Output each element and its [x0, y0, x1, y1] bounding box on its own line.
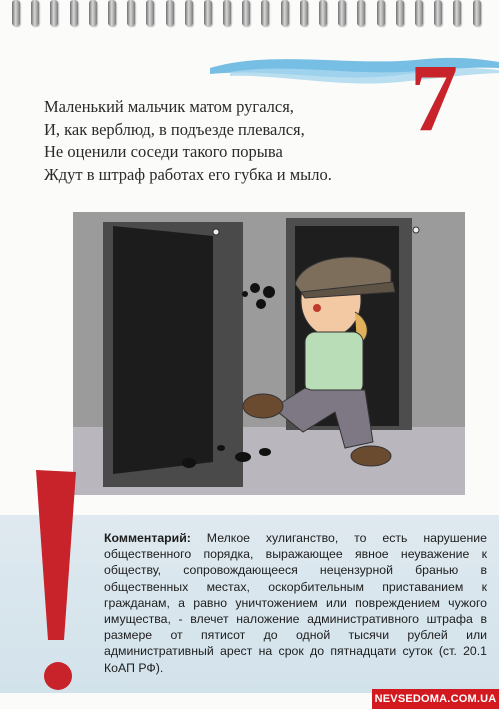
door-peephole: [413, 227, 419, 233]
poem-line: И, как верблюд, в подъезде плевался,: [44, 119, 305, 139]
binding-ring: [204, 0, 212, 26]
comment-text: Мелкое хулиганство, то есть нарушение общественного порядка, выражающее явное неуважение к обществу, сопровождающееся нецензурной бранью в общественных местах, оскорбительным приставанием к гражданам, а равно уничтожением или повреждением чужого имущества, - влечет наложение административного штрафа в размере от пятисот до одной тысячи рублей или административный арест на срок до пятнадцати суток (ст. 20.1 КоАП РФ).: [104, 531, 487, 675]
poem: [44, 96, 424, 186]
page-number: 7: [410, 44, 458, 138]
poem-line: Ждут в штраф работах его губка и мыло.: [44, 164, 332, 184]
binding-ring: [31, 0, 39, 26]
poem-line: Не оценили соседи такого порыва: [44, 142, 283, 162]
binding-ring: [127, 0, 135, 26]
binding-ring: [357, 0, 365, 26]
binding-ring: [185, 0, 193, 26]
binding-ring: [12, 0, 20, 26]
binding-ring: [261, 0, 269, 26]
binding-ring: [108, 0, 116, 26]
binding-ring: [146, 0, 154, 26]
binding-ring: [473, 0, 481, 26]
left-door: [113, 226, 213, 474]
binding-ring: [300, 0, 308, 26]
binding-ring: [319, 0, 327, 26]
binding-ring: [396, 0, 404, 26]
site-watermark: NEVSEDOMA.COM.UA: [372, 689, 499, 709]
spit-blob: [263, 286, 275, 298]
binding-ring: [242, 0, 250, 26]
binding-ring: [338, 0, 346, 26]
floor-spit: [259, 448, 271, 456]
comment-label: Комментарий:: [104, 531, 191, 545]
binding-ring: [434, 0, 442, 26]
binding-ring: [223, 0, 231, 26]
floor-spit: [182, 458, 196, 468]
binding-ring: [281, 0, 289, 26]
binding-ring: [415, 0, 423, 26]
binding-ring: [377, 0, 385, 26]
floor-spit: [235, 452, 251, 462]
spit-blob: [250, 283, 260, 293]
floor-spit: [217, 445, 225, 451]
binding-ring: [453, 0, 461, 26]
spit-blob: [242, 291, 248, 297]
exclamation-mark: [18, 470, 88, 700]
legal-comment: [104, 530, 487, 676]
spit-blob: [256, 299, 266, 309]
binding-ring: [70, 0, 78, 26]
binding-ring: [50, 0, 58, 26]
binding-ring: [89, 0, 97, 26]
spiral-binding: [0, 0, 499, 30]
door-peephole: [213, 229, 219, 235]
poem-line: Маленький мальчик матом ругался,: [44, 97, 294, 116]
binding-ring: [166, 0, 174, 26]
stairwell-illustration: [73, 212, 465, 495]
